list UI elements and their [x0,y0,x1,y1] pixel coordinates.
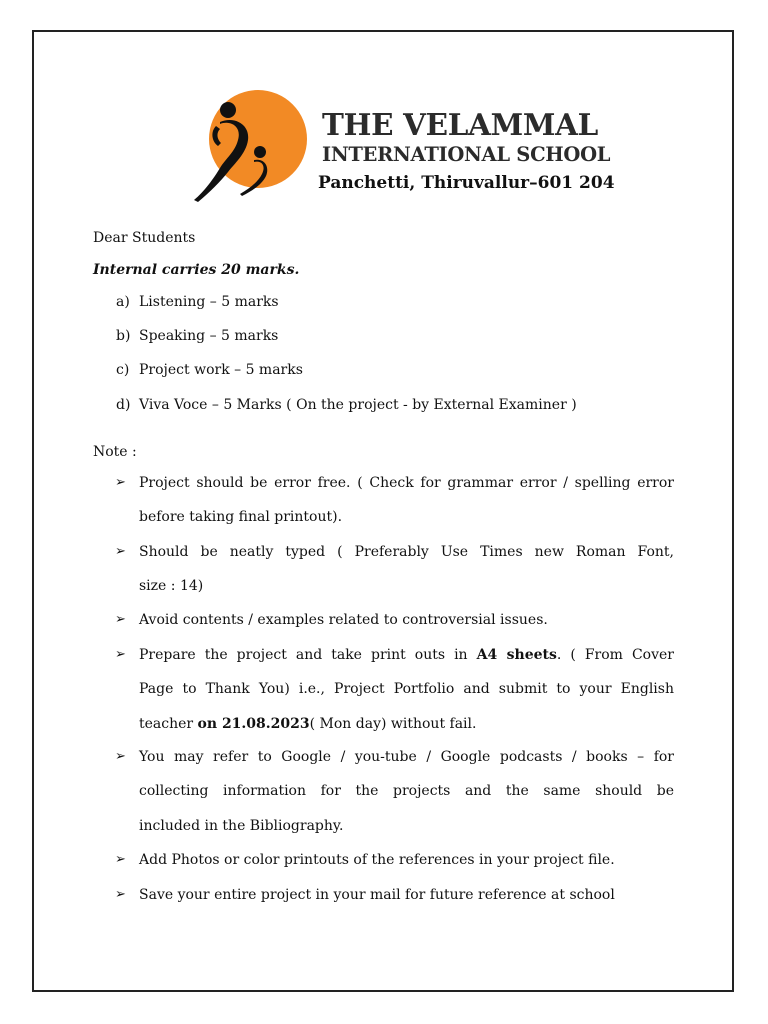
note-item [139,603,674,637]
greeting: Dear Students [93,230,196,246]
note-text: ( Mon day) without fail. [309,715,477,732]
note-line: collecting information for the projects and the same should be [139,783,674,800]
bullet-arrow-icon: ➢ [115,749,126,764]
list-letter: a) [116,294,130,310]
note-line: before taking final printout). [139,509,343,526]
note-line: Page to Thank You) i.e., Project Portfolio and submit to your English [139,681,674,698]
list-item: Listening – 5 marks [139,294,279,310]
note-bold-date: on 21.08.2023 [197,715,310,732]
note-item [139,740,674,843]
note-item [139,878,674,912]
note-text: teacher [139,715,198,732]
note-line: You may refer to Google / you-tube / Google podcasts / books – for [139,749,674,765]
note-text: Prepare the project and take print outs in [139,647,477,663]
bullet-arrow-icon: ➢ [115,647,126,662]
note-line: included in the Bibliography. [139,817,344,834]
list-letter: d) [116,397,131,413]
bullet-arrow-icon: ➢ [115,475,126,490]
note-line: Should be neatly typed ( Preferably Use Times new Roman Font, [139,544,674,560]
note-line: size : 14) [139,578,204,595]
note-line: Add Photos or color printouts of the references in your project file. [139,852,615,868]
list-item: Viva Voce – 5 Marks ( On the project - by External Examiner ) [139,397,577,413]
note-item [139,843,674,877]
list-letter: c) [116,362,130,378]
logo-figures-icon [190,96,280,206]
note-item [139,466,674,535]
note-line: Project should be error free. ( Check for grammar error / spelling error [139,475,674,491]
note-line [139,638,674,672]
bullet-arrow-icon: ➢ [115,887,126,902]
note-line: Avoid contents / examples related to controversial issues. [139,612,548,628]
bullet-arrow-icon: ➢ [115,544,126,559]
note-item [139,535,674,604]
school-location: Panchetti, Thiruvallur–601 204 [318,173,615,193]
note-text: . ( From Cover [556,647,675,663]
bullet-arrow-icon: ➢ [115,612,126,627]
note-line [139,707,674,741]
list-item: Project work – 5 marks [139,362,303,378]
note-bold-text: A4 sheets [476,647,557,663]
note-line: Save your entire project in your mail for future reference at school [139,887,615,903]
note-label: Note : [93,444,137,460]
note-item [139,638,674,741]
bullet-arrow-icon: ➢ [115,852,126,867]
internal-heading: Internal carries 20 marks. [93,262,300,278]
list-item: Speaking – 5 marks [139,328,279,344]
list-letter: b) [116,328,131,344]
school-name: THE VELAMMAL [322,108,599,143]
school-subname: INTERNATIONAL SCHOOL [322,143,611,166]
